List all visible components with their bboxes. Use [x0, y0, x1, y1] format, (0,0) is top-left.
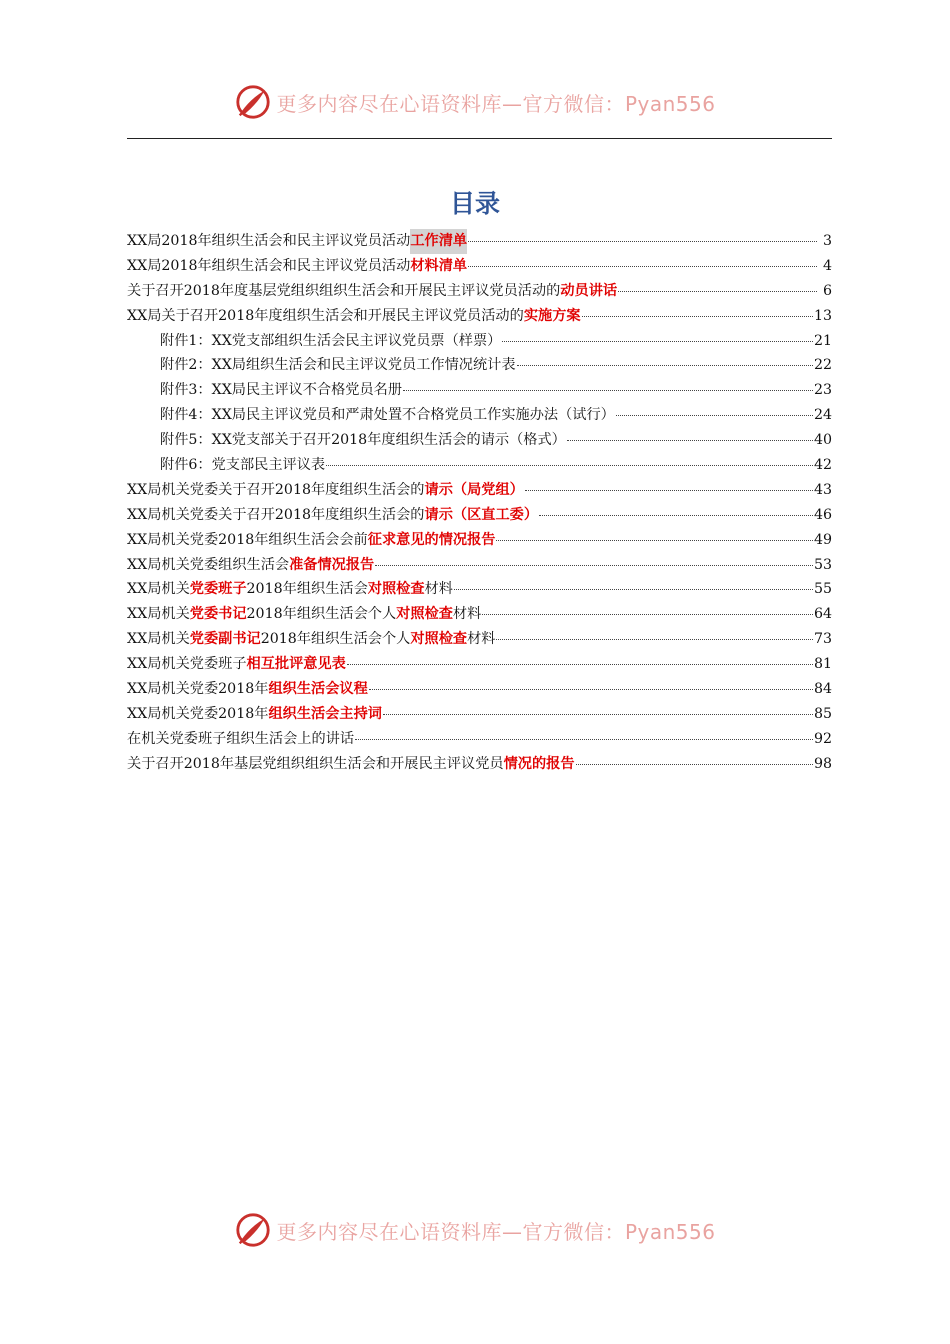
- toc-entry-text: 2018年组织生活会个人: [246, 606, 397, 623]
- toc-entry-text: XX局机关党委组织生活会: [127, 556, 290, 573]
- toc-entry-emphasis: 对照检查: [396, 606, 453, 623]
- header-rule: [127, 138, 832, 139]
- toc-entry-emphasis: 材料清单: [410, 257, 468, 274]
- toc-entry-text: 附件5：XX党支部关于召开2018年度组织生活会的请示（格式）: [160, 432, 566, 449]
- toc-entry[interactable]: [127, 627, 832, 652]
- toc-page-number: 85: [813, 705, 832, 722]
- toc-entry-text: 2018年组织生活会个人: [260, 631, 411, 648]
- dot-leader: [616, 415, 813, 416]
- toc-entry[interactable]: [127, 702, 832, 727]
- toc-entry-emphasis: 组织生活会议程: [268, 681, 368, 698]
- toc-page-number: 53: [813, 556, 832, 573]
- header-banner-text: 更多内容尽在心语资料库—官方微信：Pyan556: [276, 91, 716, 116]
- toc-entry-text: XX局机关党委关于召开2018年度组织生活会的: [127, 481, 425, 498]
- toc-entry[interactable]: [127, 652, 832, 677]
- toc-page-number: 4: [822, 257, 832, 274]
- toc-entry-emphasis: 实施方案: [523, 307, 581, 324]
- dot-leader: [496, 639, 812, 640]
- toc-page-number: 49: [813, 531, 832, 548]
- dot-leader: [369, 689, 813, 690]
- toc-entry[interactable]: [127, 304, 832, 329]
- dot-leader: [496, 540, 812, 541]
- toc-entry-emphasis: 动员讲话: [560, 282, 618, 299]
- toc-entry[interactable]: [127, 353, 832, 378]
- toc-entry[interactable]: [127, 229, 832, 254]
- dot-leader: [482, 614, 813, 615]
- toc-page-number: 55: [813, 581, 832, 598]
- toc-entry-text: XX局2018年组织生活会和民主评议党员活动: [127, 257, 411, 274]
- toc-entry[interactable]: [127, 752, 832, 777]
- dot-leader: [468, 266, 817, 267]
- toc-entry-text: 关于召开2018年基层党组织组织生活会和开展民主评议党员: [127, 755, 504, 772]
- toc-page-number: 13: [813, 307, 832, 324]
- toc-entry-text: 附件1：XX党支部组织生活会民主评议党员票（样票）: [160, 332, 502, 349]
- toc-page-number: 84: [813, 681, 832, 698]
- toc-entry-emphasis: 对照检查: [410, 631, 468, 648]
- table-of-contents: [127, 229, 832, 777]
- toc-entry[interactable]: [127, 503, 832, 528]
- dot-leader: [383, 714, 813, 715]
- dot-leader: [375, 565, 813, 566]
- toc-page-number: 92: [813, 730, 832, 747]
- toc-entry[interactable]: [127, 329, 832, 354]
- toc-entry-text: 附件4：XX局民主评议党员和严肃处置不合格党员工作实施办法（试行）: [160, 407, 615, 424]
- toc-entry-text: XX局机关党委2018年: [127, 705, 269, 722]
- toc-entry-emphasis: 请示（局党组）: [424, 481, 524, 498]
- dot-leader: [403, 390, 813, 391]
- toc-page-number: 6: [822, 282, 832, 299]
- toc-entry-text: XX局机关党委班子: [127, 656, 247, 673]
- dot-leader: [525, 490, 813, 491]
- toc-title: 目录: [449, 189, 500, 218]
- toc-entry[interactable]: [127, 602, 832, 627]
- toc-page-number: 40: [813, 432, 832, 449]
- dot-leader: [454, 589, 813, 590]
- toc-entry-text: XX局机关党委关于召开2018年度组织生活会的: [127, 506, 425, 523]
- dot-leader: [576, 764, 813, 765]
- toc-entry-text: XX局机关党委2018年: [127, 681, 269, 698]
- toc-entry-emphasis: 相互批评意见表: [246, 656, 346, 673]
- dot-leader: [618, 291, 817, 292]
- pen-nib-logo-icon: [234, 83, 272, 121]
- toc-entry-emphasis: 对照检查: [367, 581, 425, 598]
- toc-entry-emphasis: 情况的报告: [503, 755, 575, 772]
- toc-entry[interactable]: [127, 478, 832, 503]
- toc-entry-emphasis: 党委班子: [189, 581, 247, 598]
- toc-entry[interactable]: [127, 428, 832, 453]
- toc-entry-text: 材料: [452, 606, 482, 623]
- toc-entry-text: XX局机关: [127, 606, 190, 623]
- toc-entry[interactable]: [127, 677, 832, 702]
- dot-leader: [517, 365, 813, 366]
- dot-leader: [567, 440, 813, 441]
- toc-entry[interactable]: [127, 528, 832, 553]
- toc-entry-emphasis: 准备情况报告: [289, 556, 375, 573]
- dot-leader: [582, 316, 813, 317]
- toc-page-number: 22: [813, 357, 832, 374]
- toc-entry[interactable]: [127, 453, 832, 478]
- toc-page-number: 24: [813, 407, 832, 424]
- footer-watermark-banner: [0, 1210, 950, 1250]
- toc-entry-emphasis: 党委书记: [189, 606, 247, 623]
- toc-entry-text: 附件6：党支部民主评议表: [160, 457, 326, 474]
- toc-page-number: 3: [822, 233, 832, 249]
- toc-entry-text: XX局2018年组织生活会和民主评议党员活动: [127, 233, 411, 249]
- header-watermark-banner: [0, 82, 950, 122]
- toc-entry[interactable]: [127, 553, 832, 578]
- toc-entry-emphasis: 征求意见的情况报告: [367, 531, 496, 548]
- dot-leader: [539, 515, 813, 516]
- toc-page-number: 98: [813, 755, 832, 772]
- toc-entry[interactable]: [127, 378, 832, 403]
- toc-entry-emphasis: 请示（区直工委）: [424, 506, 539, 523]
- toc-entry-emphasis: 党委副书记: [189, 631, 261, 648]
- toc-entry[interactable]: [127, 279, 832, 304]
- toc-entry[interactable]: [127, 403, 832, 428]
- toc-page-number: 64: [813, 606, 832, 623]
- toc-entry-text: XX局关于召开2018年度组织生活会和开展民主评议党员活动的: [127, 307, 524, 324]
- dot-leader: [502, 341, 813, 342]
- dot-leader: [468, 241, 817, 242]
- dot-leader: [326, 465, 813, 466]
- toc-page-number: 73: [813, 631, 832, 648]
- toc-page-number: 46: [813, 506, 832, 523]
- toc-page-number: 21: [813, 332, 832, 349]
- pen-nib-logo-icon: [234, 1211, 272, 1249]
- toc-entry[interactable]: [127, 727, 832, 752]
- dot-leader: [355, 739, 813, 740]
- toc-page-number: 81: [813, 656, 832, 673]
- toc-entry-text: 附件2：XX局组织生活会和民主评议党员工作情况统计表: [160, 357, 516, 374]
- toc-entry-text: XX局机关: [127, 581, 190, 598]
- toc-entry-text: 在机关党委班子组织生活会上的讲话: [127, 730, 355, 747]
- toc-entry[interactable]: [127, 577, 832, 602]
- toc-page-number: 23: [813, 382, 832, 399]
- toc-entry-emphasis: 组织生活会主持词: [268, 705, 382, 722]
- toc-entry[interactable]: [127, 254, 832, 279]
- toc-page-number: 42: [813, 457, 832, 474]
- toc-entry-text: 材料: [467, 631, 496, 648]
- toc-page-number: 43: [813, 481, 832, 498]
- toc-entry-text: XX局机关党委2018年组织生活会会前: [127, 531, 368, 548]
- toc-entry-text: 材料: [424, 581, 453, 598]
- toc-entry-text: 关于召开2018年度基层党组织组织生活会和开展民主评议党员活动的: [127, 282, 561, 299]
- toc-entry-text: 2018年组织生活会: [246, 581, 368, 598]
- toc-entry-emphasis: 工作清单: [410, 229, 467, 254]
- toc-entry-text: 附件3：XX局民主评议不合格党员名册: [160, 382, 403, 399]
- toc-entry-text: XX局机关: [127, 631, 190, 648]
- footer-banner-text: 更多内容尽在心语资料库—官方微信：Pyan556: [276, 1219, 716, 1244]
- dot-leader: [347, 664, 813, 665]
